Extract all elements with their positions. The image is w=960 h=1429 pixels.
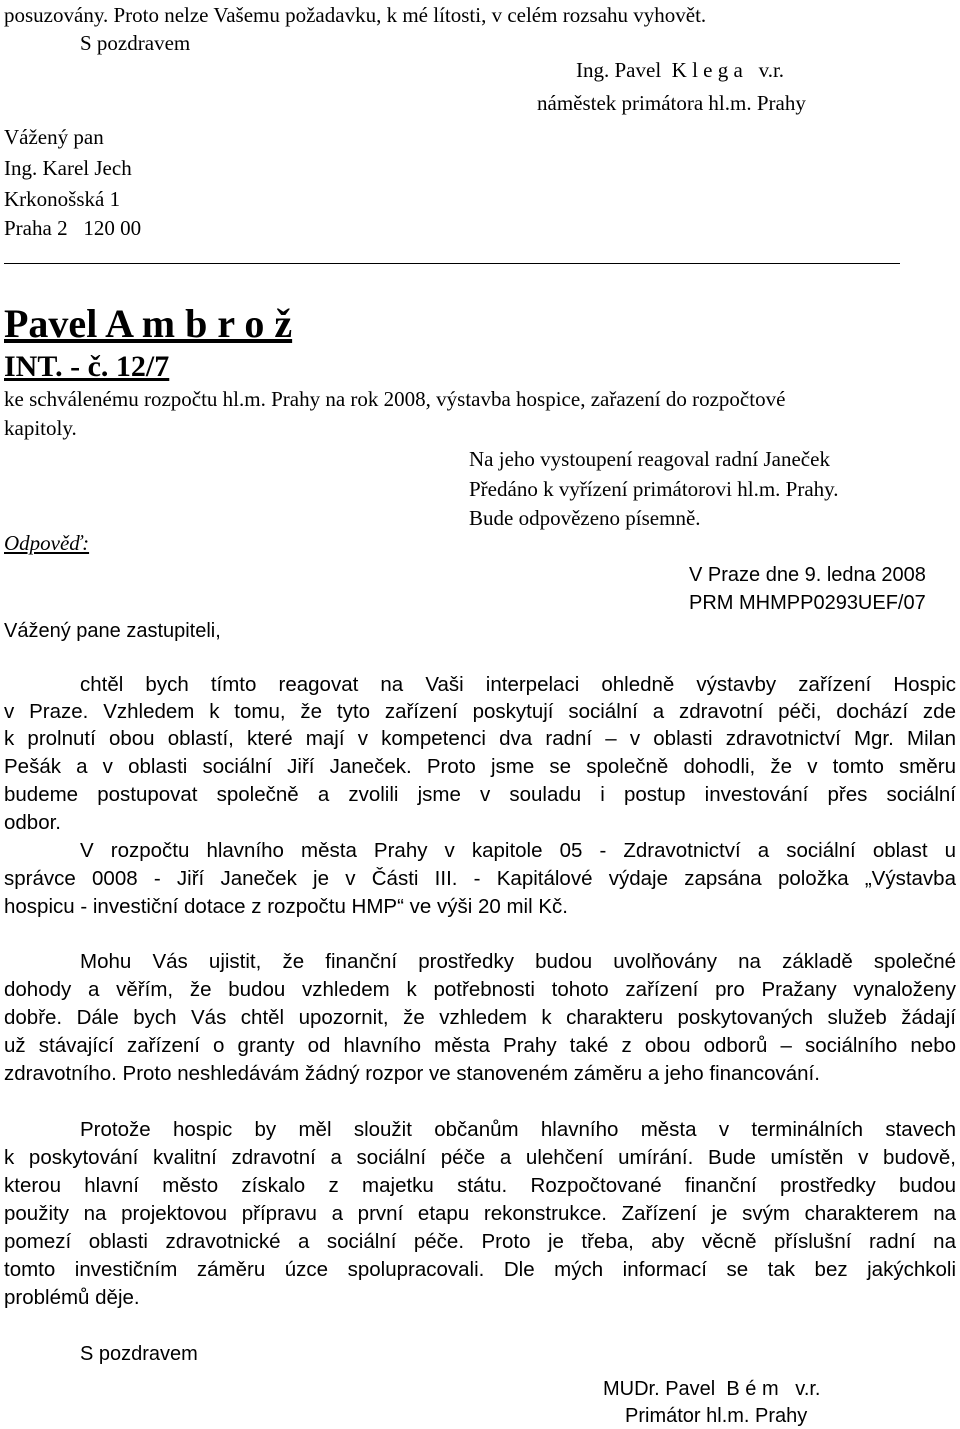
interpellation-note-forwarded: Předáno k vyřízení primátorovi hl.m. Prahy.: [469, 477, 839, 501]
answer-line-11: dohody a věřím, že budou vzhledem k potřebnosti tohoto zařízení pro Pražany vynaloženy: [4, 978, 956, 1001]
previous-greeting: S pozdravem: [80, 31, 191, 55]
previous-signer-role: náměstek primátora hl.m. Prahy: [537, 91, 806, 115]
interpellation-subject-line1: ke schválenému rozpočtu hl.m. Prahy na rok 2008, výstavba hospice, zařazení do rozpočtové: [4, 387, 786, 411]
answer-signer: [603, 1376, 820, 1402]
addressee-salutation: Vážený pan: [4, 125, 104, 149]
answer-line-13: už stávající zařízení o granty od hlavního města Prahy také z obou odborů – sociálního nebo: [4, 1034, 956, 1057]
answer-closing: S pozdravem: [80, 1343, 198, 1365]
previous-signer-prefix: Ing. Pavel: [576, 58, 662, 82]
answer-line-15: Protože hospic by měl sloužit občanům hlavního města v terminálních stavech: [80, 1118, 956, 1141]
answer-salutation: Vážený pane zastupiteli,: [4, 620, 221, 642]
addressee-street: Krkonošská 1: [4, 187, 121, 211]
previous-signer-surname: K l e g a: [671, 58, 743, 82]
answer-line-9: hospicu - investiční dotace z rozpočtu HMP“ ve výši 20 mil Kč.: [4, 895, 568, 918]
previous-answer-last-line: posuzovány. Proto nelze Vašemu požadavku, k mé lítosti, v celém rozsahu vyhovět.: [4, 3, 707, 27]
previous-signer-suffix: v.r.: [758, 58, 785, 82]
answer-signer-suffix: v.r.: [795, 1378, 821, 1400]
separator-rule: [4, 263, 900, 264]
answer-line-3: k prolnutí obou oblastí, které mají v kompetenci dva radní – v oblasti zdravotnictví Mgr. Milan: [4, 727, 956, 750]
answer-line-1: chtěl bych tímto reagovat na Vaši interpelaci ohledně výstavby zařízení Hospic: [80, 673, 956, 696]
interpellation-subject-line2: kapitoly.: [4, 416, 77, 440]
answer-line-16: k poskytování kvalitní zdravotní a sociální péče a ulehčení umírání. Bude umístěn v budově,: [4, 1146, 956, 1169]
answer-signer-role: Primátor hl.m. Prahy: [625, 1405, 808, 1427]
interpellation-note-written: Bude odpovězeno písemně.: [469, 506, 701, 530]
answer-signer-prefix: MUDr. Pavel: [603, 1378, 716, 1400]
answer-line-14: zdravotního. Proto neshledávám žádný rozpor ve stanoveném záměru a jeho financování.: [4, 1062, 820, 1085]
answer-line-2: v Praze. Vzhledem k tomu, že tyto zařízení poskytují sociální a zdravotní péči, dochází zde: [4, 700, 956, 723]
answer-reference: PRM MHMPP0293UEF/07: [689, 592, 926, 614]
answer-line-7: V rozpočtu hlavního města Prahy v kapitole 05 - Zdravotnictví a sociální oblast u: [80, 839, 956, 862]
answer-line-4: Pešák a v oblasti sociální Jiří Janeček. Proto jsme se společně dohodli, že v tomto směru: [4, 755, 956, 778]
answer-line-21: problémů děje.: [4, 1286, 140, 1309]
answer-date: V Praze dne 9. ledna 2008: [689, 564, 926, 586]
addressee-city: Praha 2 120 00: [4, 216, 142, 240]
answer-line-19: pomezí oblasti zdravotnické a sociální péče. Proto je třeba, aby věcně příslušní radní na: [4, 1230, 956, 1253]
answer-line-10: Mohu Vás ujistit, že finanční prostředky budou uvolňovány na základě společné: [80, 950, 956, 973]
interpellation-note-reaction: Na jeho vystoupení reagoval radní Janeček: [469, 447, 830, 471]
answer-line-6: odbor.: [4, 811, 61, 834]
answer-line-17: kterou hlavní město získalo z majetku státu. Rozpočtované finanční prostředky budou: [4, 1174, 956, 1197]
answer-line-8: správce 0008 - Jiří Janeček je v Části III. - Kapitálové výdaje zapsána položka „Výstavba: [4, 867, 956, 890]
addressee-name: Ing. Karel Jech: [4, 156, 132, 180]
answer-signer-surname: B é m: [726, 1378, 779, 1400]
answer-line-5: budeme postupovat společně a zvolili jsme v souladu i postup investování přes sociální: [4, 783, 956, 806]
answer-label: Odpověď:: [4, 531, 90, 555]
answer-line-18: použity na projektovou přípravu a první etapu rekonstrukce. Zařízení je svým charakterem na: [4, 1202, 956, 1225]
interpellation-number: INT. - č. 12/7: [4, 350, 170, 383]
previous-signer: [576, 57, 784, 83]
answer-line-12: dobře. Dále bych Vás chtěl upozornit, že vzhledem k charakteru poskytovaných služeb žádají: [4, 1006, 956, 1029]
answer-line-20: tomto investičním záměru úzce spolupracovali. Dle mých informací se tak bez jakýchkoli: [4, 1258, 956, 1281]
interpellant-name: Pavel A m b r o ž: [4, 301, 293, 346]
